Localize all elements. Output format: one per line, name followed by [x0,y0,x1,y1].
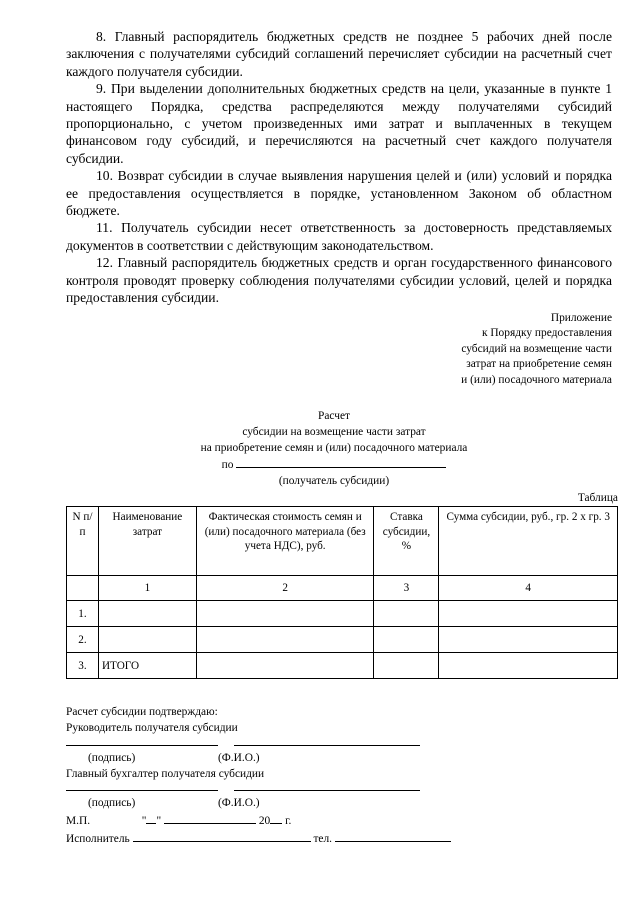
calculation-subtitle-2: на приобретение семян и (или) посадочного материала [200,442,468,455]
header-cell: Фактическая стоимость семян и (или) посадочного материала (без учета НДС), руб. [196,507,374,576]
row-number-cell: 2. [67,627,99,653]
po-label: по [221,459,234,472]
appendix-block [66,311,612,389]
column-number-cell: 1 [98,576,196,601]
accountant-signature-lines [66,782,612,797]
head-fio-blank[interactable] [234,745,420,746]
table-cell[interactable] [196,627,374,653]
stamp-date-line [66,812,612,830]
calculation-title: Расчет [318,410,350,423]
appendix-line: затрат на приобретение семян [466,358,612,371]
recipient-label: (получатель субсидии) [278,475,390,488]
executor-blank[interactable] [133,830,311,842]
table-cell[interactable] [98,627,196,653]
head-signature-lines [66,737,612,752]
column-number-row [67,576,618,601]
table-row-total [67,653,618,679]
date-quote-open: " [141,815,147,828]
signature-block [66,705,612,847]
table-cell[interactable] [374,601,439,627]
appendix-line: и (или) посадочного материала [461,373,612,386]
table-cell[interactable] [439,627,618,653]
table-row [67,627,618,653]
signature-caption: (подпись) [88,751,136,764]
column-number-cell: 3 [374,576,439,601]
phone-label: тел. [313,832,333,845]
column-number-cell: 4 [439,576,618,601]
paragraph-9: 9. При выделении дополнительных бюджетных средств на цели, указанные в пункте 1 настоящего Порядка, средства распределяются между получателями субсидий пропорционально, с учетом произведенных ими затрат и выплаченных в текущем финансовом году субсидий, и перечисляются на расчетный счет каждого получателя субсидии. [66,81,612,166]
fio-caption: (Ф.И.О.) [218,797,260,810]
head-signature-blank[interactable] [66,745,218,746]
year-suffix: г. [285,815,292,828]
table-row [67,601,618,627]
paragraph-10: 10. Возврат субсидии в случае выявления нарушения целей и (или) условий и порядка ее предоставления осуществляется в порядке, установленном Законом об областном бюджете. [66,168,612,219]
table-cell[interactable] [98,601,196,627]
table-cell[interactable] [374,627,439,653]
subsidy-table [66,506,618,679]
header-cell: Сумма субсидии, руб., гр. 2 x гр. 3 [439,507,618,576]
accountant-signature-captions [66,797,612,812]
table-cell[interactable] [196,601,374,627]
executor-label: Исполнитель [66,832,130,845]
total-label-cell: ИТОГО [98,653,196,679]
head-signature-captions [66,752,612,767]
appendix-line: субсидий на возмещение части [461,342,612,355]
header-cell: N п/п [67,507,99,576]
calculation-title-block [54,408,614,489]
executor-line [66,830,612,848]
table-header-row [67,507,618,576]
calculation-subtitle-1: субсидии на возмещение части затрат [242,426,426,439]
paragraph-8: 8. Главный распорядитель бюджетных средств не позднее 5 рабочих дней после заключения с получателями субсидий соглашений перечисляет субсидии на расчетный счет каждого получателя субсидии. [66,29,612,79]
appendix-line: к Порядку предоставления [481,327,612,340]
head-title: Руководитель получателя субсидии [66,722,238,735]
appendix-line: Приложение [550,311,612,324]
row-number-cell: 1. [67,601,99,627]
row-number-cell: 3. [67,653,99,679]
table-cell[interactable] [374,653,439,679]
accountant-title: Главный бухгалтер получателя субсидии [66,767,265,780]
recipient-blank[interactable] [236,456,446,468]
table-cell[interactable] [196,653,374,679]
date-quote-close: " [156,815,162,828]
table-cell[interactable] [439,653,618,679]
table-cell[interactable] [439,601,618,627]
column-number-cell: 2 [196,576,374,601]
paragraph-12: 12. Главный распорядитель бюджетных средств и орган государственного финансового контроля проводят проверку соблюдения получателями субсидии условий, целей и порядка предоставления субсидии. [66,255,612,306]
table-label: Таблица [577,492,618,505]
date-day-blank[interactable] [146,812,156,824]
recipient-line [54,456,614,473]
paragraph-11: 11. Получатель субсидии несет ответственность за достоверность представляемых документов в соответствии с действующим законодательством. [66,220,612,253]
year-prefix: 20 [258,815,271,828]
header-cell: Наименование затрат [98,507,196,576]
phone-blank[interactable] [335,830,451,842]
column-number-cell [67,576,99,601]
mp-label: М.П. [66,815,91,828]
confirm-text: Расчет субсидии подтверждаю: [66,706,218,719]
signature-caption: (подпись) [88,797,136,810]
accountant-fio-blank[interactable] [234,790,420,791]
date-month-blank[interactable] [164,812,256,824]
accountant-signature-blank[interactable] [66,790,218,791]
date-year-blank[interactable] [270,812,282,824]
fio-caption: (Ф.И.О.) [218,751,260,764]
header-cell: Ставка субсидии, % [374,507,439,576]
